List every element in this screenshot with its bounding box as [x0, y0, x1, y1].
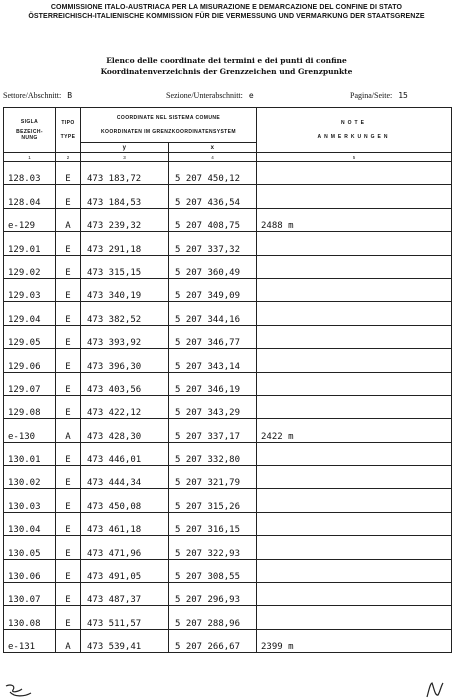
y-coordinate-cell: 473 315,15 — [81, 255, 169, 278]
note-cell: 2488 m — [257, 208, 452, 231]
sezione-label: Sezione/Unterabschnitt: — [166, 91, 243, 100]
table-row — [4, 536, 452, 559]
header-coord-german: KOORDINATEN IM GRENZKOORDINATENSYSTEM — [101, 129, 236, 135]
signature-left — [4, 683, 34, 700]
note-cell — [257, 278, 452, 301]
tipo-cell: A — [56, 629, 81, 652]
table-row — [4, 302, 452, 325]
tipo-cell: E — [56, 559, 81, 582]
header-sigla-line1: SIGLA — [20, 119, 39, 125]
table-row — [4, 489, 452, 512]
y-coordinate-cell: 473 446,01 — [81, 442, 169, 465]
sezione-value: e — [248, 91, 254, 100]
sigla-cell: e-129 — [4, 208, 56, 231]
settore-field — [3, 91, 72, 100]
tipo-cell: E — [56, 536, 81, 559]
tipo-cell: E — [56, 372, 81, 395]
subtitle-italian: Elenco delle coordinate dei termini e dei punti di confine — [106, 56, 347, 65]
y-coordinate-cell: 473 428,30 — [81, 419, 169, 442]
x-coordinate-cell: 5 207 337,17 — [169, 419, 257, 442]
y-coordinate-cell: 473 491,05 — [81, 559, 169, 582]
tipo-cell: E — [56, 395, 81, 418]
table-row — [4, 349, 452, 372]
tipo-cell: E — [56, 162, 81, 185]
sigla-cell: 130.04 — [4, 512, 56, 535]
tipo-cell: A — [56, 419, 81, 442]
note-cell — [257, 466, 452, 489]
header-tipo — [56, 108, 81, 153]
x-coordinate-cell: 5 207 266,67 — [169, 629, 257, 652]
column-number: 3 — [81, 153, 169, 162]
sigla-cell: 129.06 — [4, 349, 56, 372]
tipo-cell: E — [56, 606, 81, 629]
x-coordinate-cell: 5 207 360,49 — [169, 255, 257, 278]
x-coordinate-cell: 5 207 436,54 — [169, 185, 257, 208]
tipo-cell: E — [56, 349, 81, 372]
x-coordinate-cell: 5 207 450,12 — [169, 162, 257, 185]
y-coordinate-cell: 473 393,92 — [81, 325, 169, 348]
sezione-field — [166, 91, 254, 100]
x-coordinate-cell: 5 207 337,32 — [169, 232, 257, 255]
note-cell — [257, 302, 452, 325]
header-coordinates — [81, 108, 257, 143]
sigla-cell: 128.04 — [4, 185, 56, 208]
x-coordinate-cell: 5 207 408,75 — [169, 208, 257, 231]
x-coordinate-cell: 5 207 349,09 — [169, 278, 257, 301]
tipo-cell: E — [56, 583, 81, 606]
column-number-row — [4, 153, 452, 162]
sigla-cell: 130.03 — [4, 489, 56, 512]
table-row — [4, 395, 452, 418]
x-coordinate-cell: 5 207 322,93 — [169, 536, 257, 559]
note-cell — [257, 349, 452, 372]
sigla-cell: 129.07 — [4, 372, 56, 395]
sigla-cell: 128.03 — [4, 162, 56, 185]
tipo-cell: E — [56, 302, 81, 325]
pagina-value: 15 — [398, 91, 408, 100]
tipo-cell: A — [56, 208, 81, 231]
y-coordinate-cell: 473 487,37 — [81, 583, 169, 606]
sigla-cell: e-131 — [4, 629, 56, 652]
header-tipo-line2: TYPE — [60, 134, 76, 140]
x-coordinate-cell: 5 207 346,19 — [169, 372, 257, 395]
table-row — [4, 325, 452, 348]
header-line-german: ÖSTERREICHISCH-ITALIENISCHE KOMMISSION FÜR DIE VERMESSUNG UND VERMARKUNG DER STAATSGRENZE — [28, 13, 425, 20]
note-cell — [257, 536, 452, 559]
y-coordinate-cell: 473 403,56 — [81, 372, 169, 395]
subtitle-german: Koordinatenverzeichnis der Grenzzeichen und Grenzpunkte — [100, 67, 353, 76]
note-cell — [257, 372, 452, 395]
x-coordinate-cell: 5 207 344,16 — [169, 302, 257, 325]
sigla-cell: 129.02 — [4, 255, 56, 278]
note-cell — [257, 232, 452, 255]
sigla-cell: 129.01 — [4, 232, 56, 255]
y-coordinate-cell: 473 382,52 — [81, 302, 169, 325]
settore-label: Settore/Abschnitt: — [3, 91, 62, 100]
y-coordinate-cell: 473 183,72 — [81, 162, 169, 185]
y-coordinate-cell: 473 291,18 — [81, 232, 169, 255]
header-tipo-line1: TIPO — [61, 120, 75, 126]
header-note-german: ANMERKUNGEN — [317, 134, 391, 140]
x-coordinate-cell: 5 207 332,80 — [169, 442, 257, 465]
x-coordinate-cell: 5 207 288,96 — [169, 606, 257, 629]
table-row — [4, 255, 452, 278]
tipo-cell: E — [56, 255, 81, 278]
y-coordinate-cell: 473 461,18 — [81, 512, 169, 535]
table-row — [4, 583, 452, 606]
y-coordinate-cell: 473 539,41 — [81, 629, 169, 652]
table-row — [4, 232, 452, 255]
table-row — [4, 512, 452, 535]
x-coordinate-cell: 5 207 315,26 — [169, 489, 257, 512]
column-number: 4 — [169, 153, 257, 162]
x-coordinate-cell: 5 207 316,15 — [169, 512, 257, 535]
sigla-cell: 130.07 — [4, 583, 56, 606]
table-row — [4, 629, 452, 652]
y-coordinate-cell: 473 511,57 — [81, 606, 169, 629]
column-number: 2 — [56, 153, 81, 162]
pagina-field — [350, 91, 408, 100]
sigla-cell: 129.04 — [4, 302, 56, 325]
header-sigla — [4, 108, 56, 153]
table-row — [4, 466, 452, 489]
note-cell — [257, 442, 452, 465]
note-cell — [257, 255, 452, 278]
x-coordinate-cell: 5 207 296,93 — [169, 583, 257, 606]
tipo-cell: E — [56, 278, 81, 301]
sigla-cell: 130.05 — [4, 536, 56, 559]
tipo-cell: E — [56, 489, 81, 512]
header-line-italian: COMMISSIONE ITALO-AUSTRIACA PER LA MISURAZIONE E DEMARCAZIONE DEL CONFINE DI STATO — [50, 4, 403, 11]
table-row — [4, 419, 452, 442]
column-number: 5 — [257, 153, 452, 162]
tipo-cell: E — [56, 442, 81, 465]
y-coordinate-cell: 473 340,19 — [81, 278, 169, 301]
tipo-cell: E — [56, 512, 81, 535]
tipo-cell: E — [56, 466, 81, 489]
note-cell — [257, 185, 452, 208]
header-sigla-line2: BEZEICH- — [16, 129, 43, 135]
sigla-cell: 129.05 — [4, 325, 56, 348]
sigla-cell: 129.03 — [4, 278, 56, 301]
tipo-cell: E — [56, 232, 81, 255]
sigla-cell: 130.08 — [4, 606, 56, 629]
coordinates-table — [3, 107, 452, 653]
x-coordinate-cell: 5 207 308,55 — [169, 559, 257, 582]
note-cell — [257, 395, 452, 418]
table-row — [4, 162, 452, 185]
table-row — [4, 606, 452, 629]
settore-value: B — [67, 91, 73, 100]
note-cell — [257, 583, 452, 606]
note-cell: 2399 m — [257, 629, 452, 652]
pagina-label: Pagina/Seite: — [350, 91, 393, 100]
header-x: x — [169, 143, 257, 153]
tipo-cell: E — [56, 325, 81, 348]
table-row — [4, 185, 452, 208]
note-cell — [257, 325, 452, 348]
sigla-cell: 130.01 — [4, 442, 56, 465]
sigla-cell: 130.02 — [4, 466, 56, 489]
header-coord-italian: COORDINATE NEL SISTEMA COMUNE — [116, 115, 221, 121]
sigla-cell: 130.06 — [4, 559, 56, 582]
tipo-cell: E — [56, 185, 81, 208]
y-coordinate-cell: 473 396,30 — [81, 349, 169, 372]
table-row — [4, 442, 452, 465]
table-row — [4, 372, 452, 395]
note-cell — [257, 489, 452, 512]
y-coordinate-cell: 473 239,32 — [81, 208, 169, 231]
table-row — [4, 208, 452, 231]
y-coordinate-cell: 473 471,96 — [81, 536, 169, 559]
note-cell — [257, 512, 452, 535]
sigla-cell: 129.08 — [4, 395, 56, 418]
y-coordinate-cell: 473 444,34 — [81, 466, 169, 489]
note-cell — [257, 559, 452, 582]
header-note — [257, 108, 452, 153]
column-number: 1 — [4, 153, 56, 162]
table-row — [4, 559, 452, 582]
sigla-cell: e-130 — [4, 419, 56, 442]
header-y: y — [81, 143, 169, 153]
y-coordinate-cell: 473 450,08 — [81, 489, 169, 512]
x-coordinate-cell: 5 207 343,29 — [169, 395, 257, 418]
x-coordinate-cell: 5 207 346,77 — [169, 325, 257, 348]
x-coordinate-cell: 5 207 343,14 — [169, 349, 257, 372]
note-cell: 2422 m — [257, 419, 452, 442]
signature-right — [424, 680, 448, 700]
y-coordinate-cell: 473 184,53 — [81, 185, 169, 208]
header-sigla-line3: NUNG — [21, 135, 38, 141]
x-coordinate-cell: 5 207 321,79 — [169, 466, 257, 489]
header-note-italian: NOTE — [341, 120, 367, 126]
y-coordinate-cell: 473 422,12 — [81, 395, 169, 418]
note-cell — [257, 606, 452, 629]
table-row — [4, 278, 452, 301]
note-cell — [257, 162, 452, 185]
